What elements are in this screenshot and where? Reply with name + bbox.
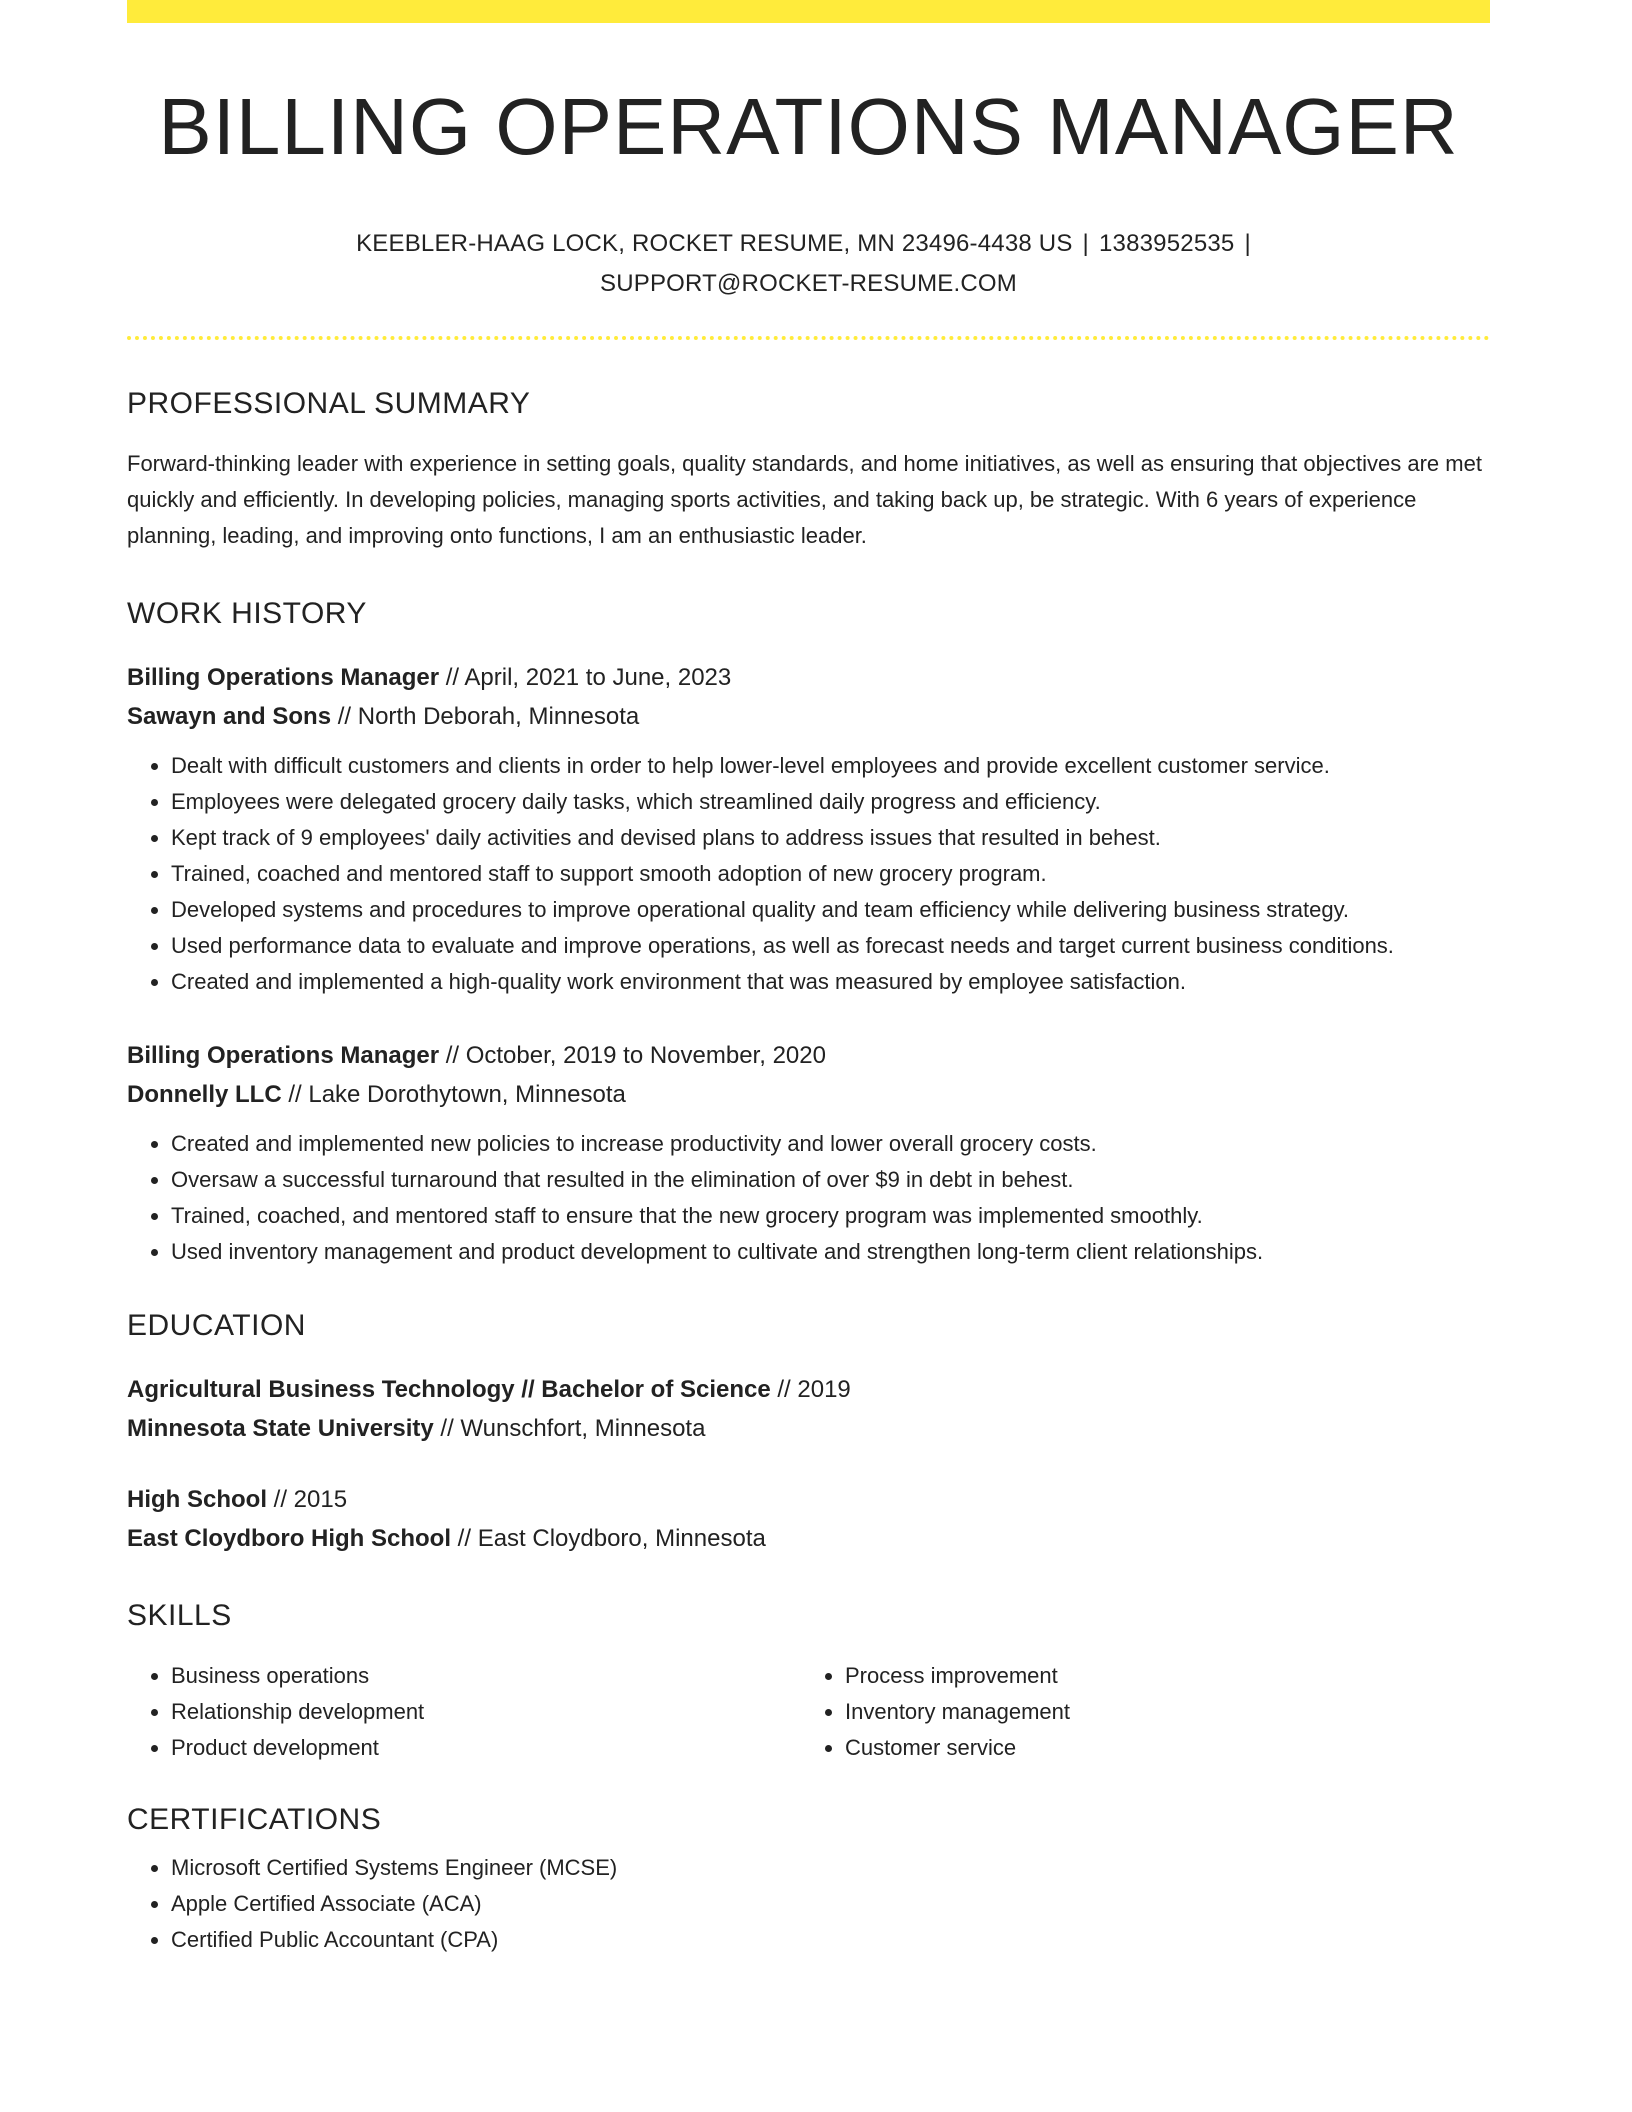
skills-heading: SKILLS: [127, 1599, 232, 1632]
summary-text: Forward-thinking leader with experience in setting goals, quality standards, and home initiatives, as well as ensuring that objectives are met quickly and efficiently. In developing policies, managing sports activities, and taking back up, be strategic. With 6 years of experience planning, leading, and improving onto functions, I am an enthusiastic leader.: [127, 451, 1482, 548]
skill-item: • Product development: [171, 1730, 801, 1766]
job-company: Sawayn and Sons: [127, 703, 332, 730]
list-item: • Kept track of 9 employees' daily activities and devised plans to address issues that resulted in behest.: [171, 820, 1490, 856]
contact-separator: |: [1244, 230, 1251, 257]
job-title-line: [127, 658, 1490, 697]
resume-content: [127, 0, 1490, 1958]
certifications-list: [127, 1850, 1490, 1958]
degree-line: [127, 1480, 1490, 1519]
education-heading: EDUCATION: [127, 1309, 306, 1342]
job-bullets: [127, 748, 1490, 1000]
certification-item: • Apple Certified Associate (ACA): [171, 1886, 1490, 1922]
school-line: [127, 1519, 1490, 1558]
job-title: Billing Operations Manager: [127, 1042, 440, 1069]
list-item: • Created and implemented new policies to increase productivity and lower overall grocery costs.: [171, 1126, 1490, 1162]
degree-line: [127, 1370, 1490, 1409]
contact-email: SUPPORT@ROCKET-RESUME.COM: [600, 270, 1017, 297]
list-item: • Used inventory management and product development to cultivate and strengthen long-term client relationships.: [171, 1234, 1490, 1270]
list-item: • Dealt with difficult customers and clients in order to help lower-level employees and provide excellent customer service.: [171, 748, 1490, 784]
work-history-section: [127, 596, 1490, 1270]
job-company-line: [127, 1075, 1490, 1114]
job-bullets: [127, 1126, 1490, 1270]
job-company-line: [127, 697, 1490, 736]
certification-item: • Microsoft Certified Systems Engineer (MCSE): [171, 1850, 1490, 1886]
school-name: Minnesota State University: [127, 1415, 434, 1442]
contact-phone: 1383952535: [1098, 230, 1235, 257]
school-line: [127, 1409, 1490, 1448]
education-section: [127, 1308, 1490, 1558]
job-entry: [127, 1036, 1490, 1270]
degree-name: High School: [127, 1486, 267, 1513]
skill-item: • Business operations: [171, 1658, 801, 1694]
skill-item: • Process improvement: [845, 1658, 1475, 1694]
skills-column-left: [127, 1658, 801, 1766]
page-title: BILLING OPERATIONS MANAGER: [158, 82, 1459, 171]
skill-item: • Inventory management: [845, 1694, 1475, 1730]
contact-address: KEEBLER-HAAG LOCK, ROCKET RESUME, MN 23496-4438 US: [356, 230, 1073, 257]
school-location: // East Cloydboro, Minnesota: [451, 1525, 766, 1552]
education-entry: [127, 1370, 1490, 1448]
accent-top-bar: [127, 0, 1490, 23]
skill-item: • Customer service: [845, 1730, 1475, 1766]
job-location: // Lake Dorothytown, Minnesota: [281, 1081, 626, 1108]
work-history-heading: WORK HISTORY: [127, 597, 367, 630]
summary-section: [127, 386, 1490, 554]
list-item: • Employees were delegated grocery daily tasks, which streamlined daily progress and efficiency.: [171, 784, 1490, 820]
degree-year: // 2019: [770, 1376, 851, 1403]
degree-name: Agricultural Business Technology // Bachelor of Science: [127, 1376, 771, 1403]
list-item: • Trained, coached, and mentored staff to ensure that the new grocery program was implemented smoothly.: [171, 1198, 1490, 1234]
list-item: • Trained, coached and mentored staff to support smooth adoption of new grocery program.: [171, 856, 1490, 892]
job-title-line: [127, 1036, 1490, 1075]
degree-year: // 2015: [267, 1486, 348, 1513]
list-item: • Used performance data to evaluate and improve operations, as well as forecast needs and target current business conditions.: [171, 928, 1490, 964]
education-entry: [127, 1480, 1490, 1558]
list-item: • Oversaw a successful turnaround that resulted in the elimination of over $9 in debt in behest.: [171, 1162, 1490, 1198]
certifications-section: [127, 1802, 1490, 1958]
certification-item: • Certified Public Accountant (CPA): [171, 1922, 1490, 1958]
contact-separator: |: [1082, 230, 1089, 257]
list-item: • Created and implemented a high-quality work environment that was measured by employee satisfaction.: [171, 964, 1490, 1000]
contact-info: [309, 224, 1309, 304]
dotted-divider: [127, 336, 1490, 340]
job-dates: // April, 2021 to June, 2023: [439, 664, 732, 691]
certifications-heading: CERTIFICATIONS: [127, 1803, 382, 1836]
summary-heading: PROFESSIONAL SUMMARY: [127, 387, 531, 420]
skills-section: [127, 1598, 1490, 1766]
job-company: Donnelly LLC: [127, 1081, 282, 1108]
job-location: // North Deborah, Minnesota: [331, 703, 640, 730]
skills-column-right: [801, 1658, 1475, 1766]
school-name: East Cloydboro High School: [127, 1525, 452, 1552]
job-title: Billing Operations Manager: [127, 664, 440, 691]
skills-grid: [127, 1658, 1490, 1766]
job-dates: // October, 2019 to November, 2020: [439, 1042, 826, 1069]
job-entry: [127, 658, 1490, 1000]
skill-item: • Relationship development: [171, 1694, 801, 1730]
school-location: // Wunschfort, Minnesota: [433, 1415, 706, 1442]
list-item: • Developed systems and procedures to improve operational quality and team efficiency while delivering business strategy.: [171, 892, 1490, 928]
